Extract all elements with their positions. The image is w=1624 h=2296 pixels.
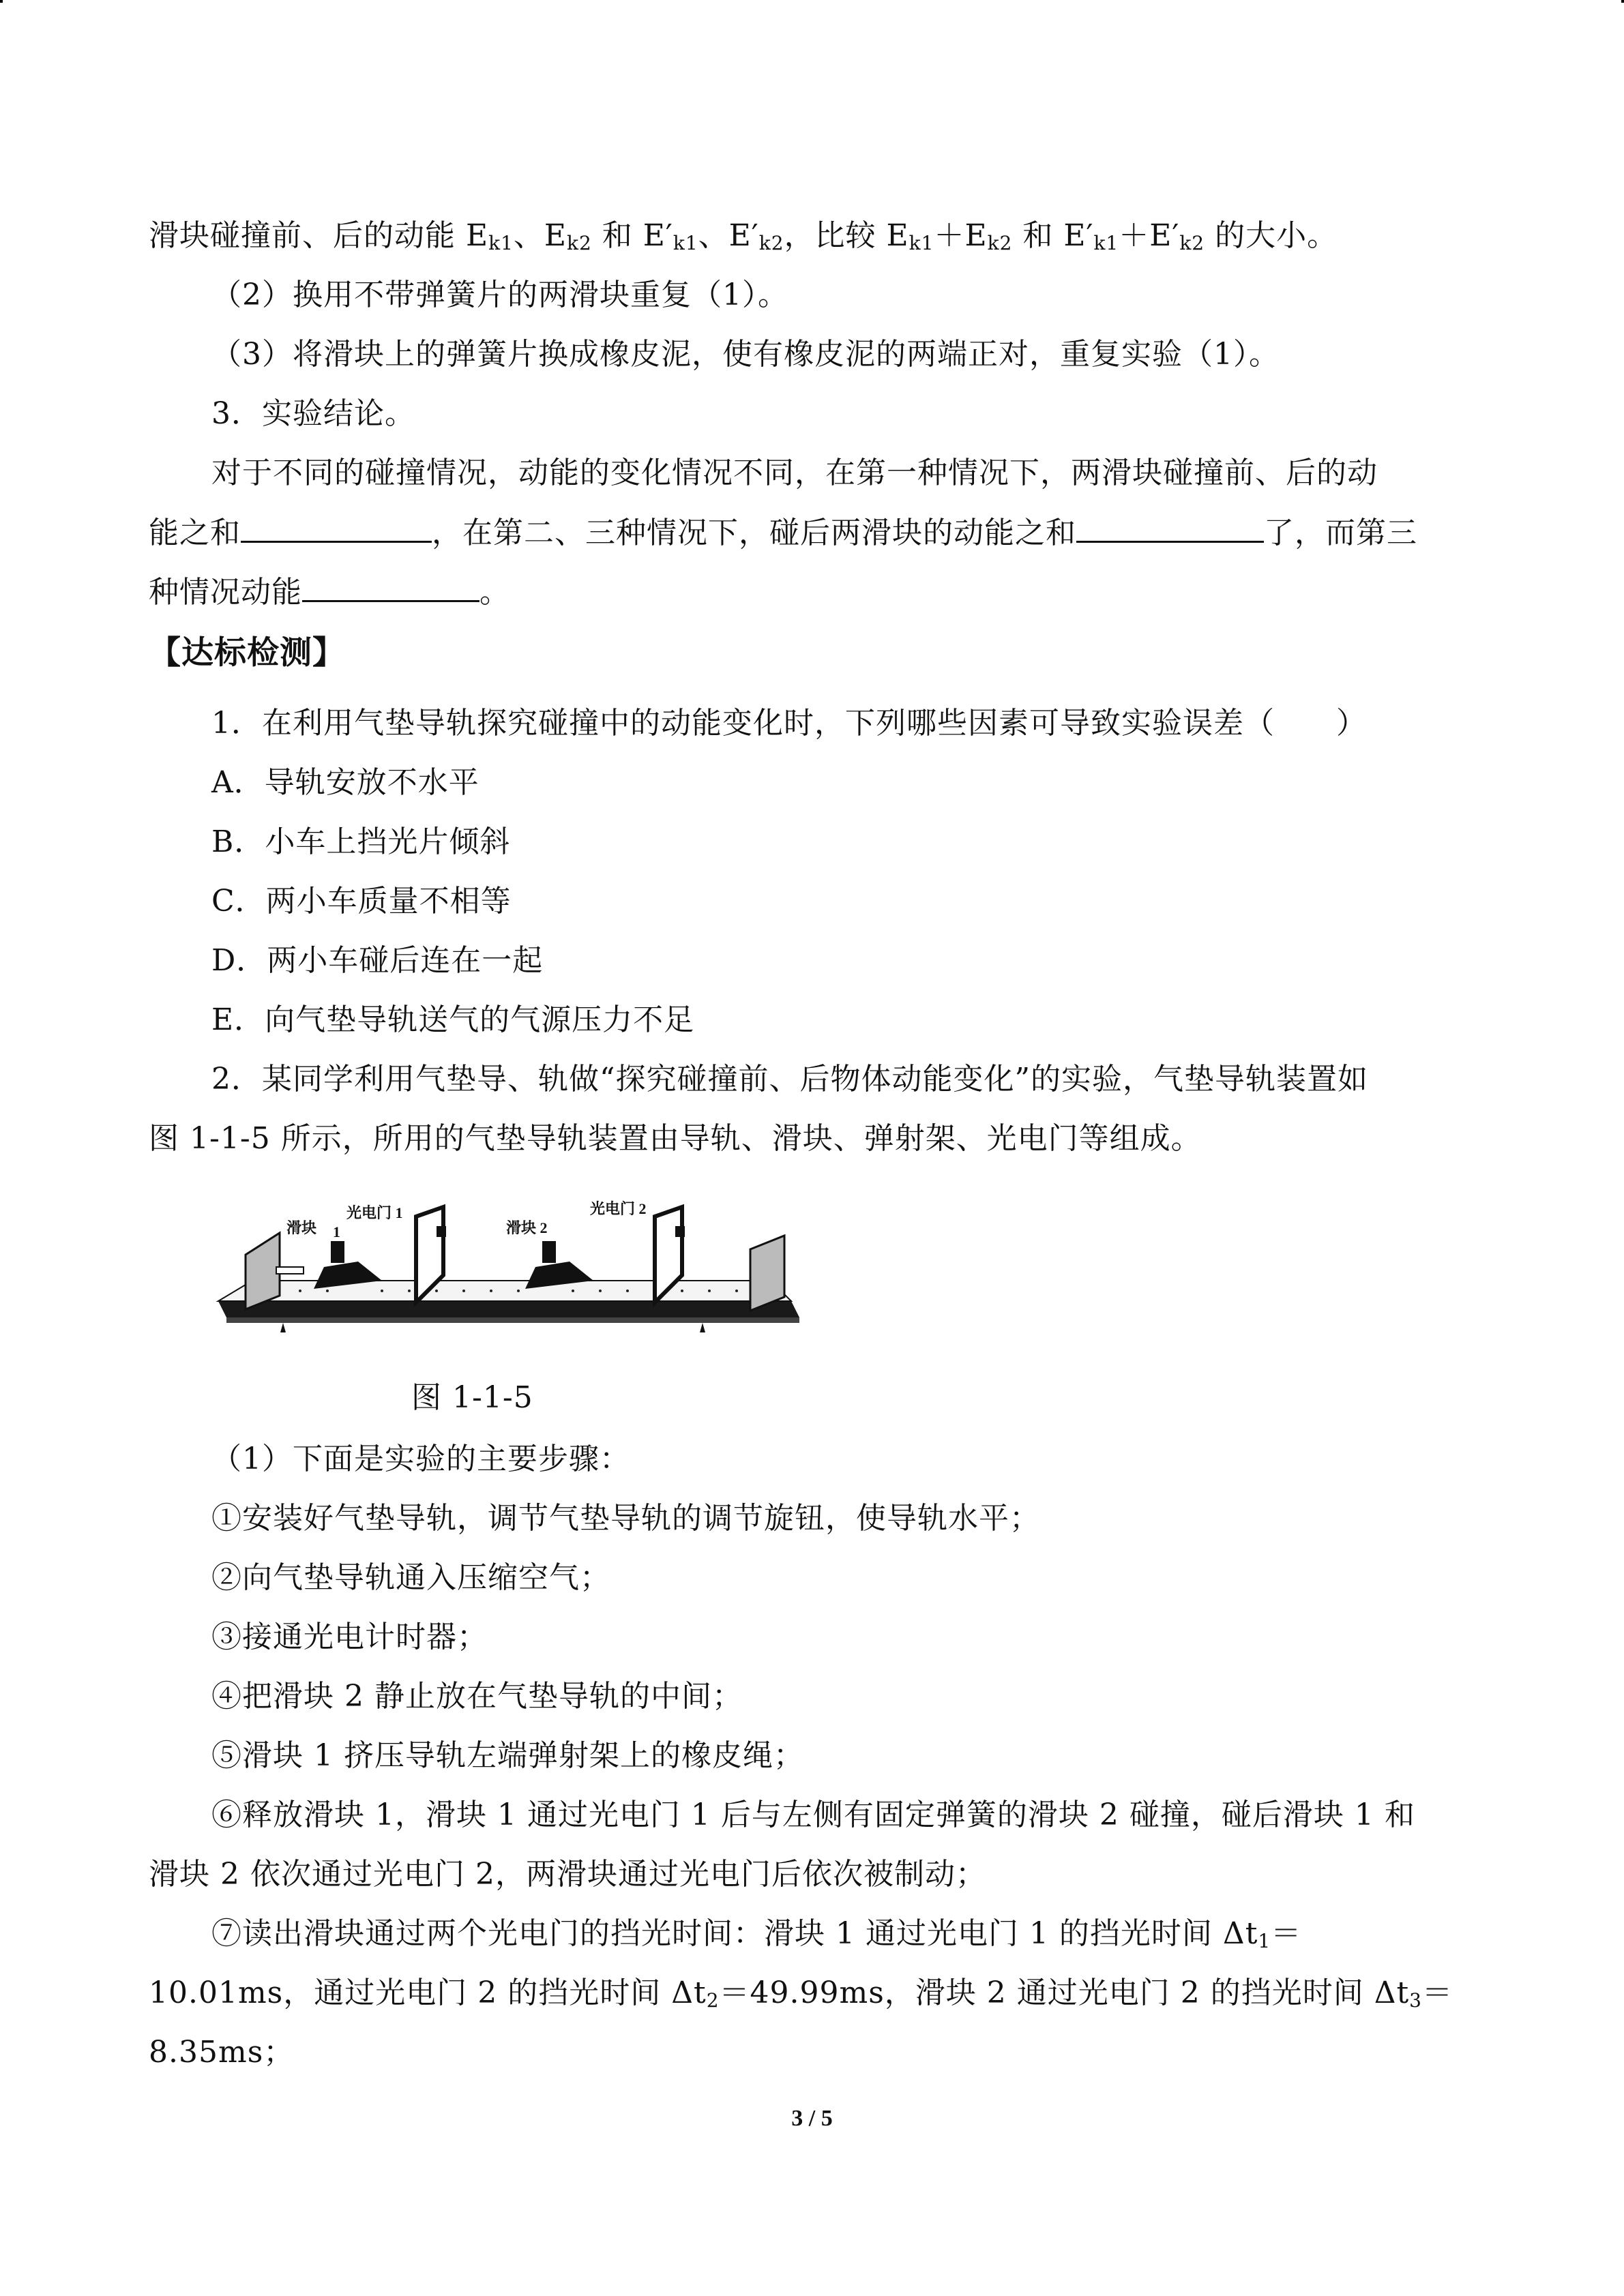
corner-mark-right	[1621, 0, 1624, 3]
label-slider-1a: 滑块	[286, 1219, 317, 1236]
page-number: 3 / 5	[791, 2106, 833, 2131]
text-line-2: （2）换用不带弹簧片的两滑块重复（1）。	[211, 278, 788, 312]
question-1: 1．在利用气垫导轨探究碰撞中的动能变化时，下列哪些因素可导致实验误差（ ）	[211, 706, 1367, 741]
left-foot	[280, 1323, 286, 1332]
figure-caption: 图 1-1-5	[411, 1380, 533, 1415]
step-5: ⑤滑块 1 挤压导轨左端弹射架上的橡皮绳；	[211, 1738, 804, 1773]
left-launcher	[246, 1233, 280, 1309]
text-line-3: （3）将滑块上的弹簧片换成橡皮泥，使有橡皮泥的两端正对，重复实验（1）。	[211, 337, 1280, 372]
rail-bottom	[226, 1317, 799, 1323]
step-intro: （1）下面是实验的主要步骤：	[211, 1442, 630, 1476]
section-heading: 【达标检测】	[149, 634, 345, 672]
rail-top	[218, 1281, 791, 1301]
label-slider-2: 滑块 2	[506, 1219, 548, 1236]
step-7-line-1: ⑦读出滑块通过两个光电门的挡光时间：滑块 1 通过光电门 1 的挡光时间 $\Delta t_1=$	[211, 1916, 1302, 1952]
option-a: A．导轨安放不水平	[211, 765, 479, 800]
step-6-line-1: ⑥释放滑块 1，滑块 1 通过光电门 1 后与左侧有固定弹簧的滑块 2 碰撞，碰后滑块 1 和	[211, 1798, 1415, 1832]
step-6-line-2: 滑块 2 依次通过光电门 2，两滑块通过光电门后依次被制动；	[149, 1857, 986, 1892]
answer-blank-3[interactable]	[302, 573, 479, 602]
text-line-7: 种情况动能 。	[149, 573, 510, 612]
option-b: B．小车上挡光片倾斜	[211, 824, 511, 859]
option-c: C．两小车质量不相等	[211, 884, 512, 919]
corner-mark-left	[0, 0, 3, 3]
air-track-figure	[211, 1200, 805, 1337]
question-2-line-1: 2．某同学利用气垫导、轨做“探究碰撞前、后物体动能变化”的实验，气垫导轨装置如	[211, 1062, 1368, 1097]
label-gate-2: 光电门 2	[590, 1200, 647, 1217]
answer-blank-1[interactable]	[241, 513, 432, 543]
option-e: E．向气垫导轨送气的气源压力不足	[211, 1002, 695, 1037]
question-2-line-2: 图 1-1-5 所示，所用的气垫导轨装置由导轨、滑块、弹射架、光电门等组成。	[149, 1121, 1202, 1156]
step-7-line-3: 8.35ms；	[149, 2035, 295, 2070]
section-conclusion: 3．实验结论。	[211, 396, 415, 431]
step-1: ①安装好气垫导轨，调节气垫导轨的调节旋钮，使导轨水平；	[211, 1501, 1040, 1536]
step-2: ②向气垫导轨通入压缩空气；	[211, 1560, 610, 1595]
label-slider-1b: 1	[333, 1223, 340, 1240]
step-3: ③接通光电计时器；	[211, 1620, 488, 1654]
text-line-6: 能之和 ，在第二、三种情况下，碰后两滑块的动能之和 了，而第三	[149, 513, 1417, 552]
text-line-5: 对于不同的碰撞情况，动能的变化情况不同，在第一种情况下，两滑块碰撞前、后的动	[211, 456, 1378, 490]
option-d: D．两小车碰后连在一起	[211, 943, 544, 978]
label-gate-1: 光电门 1	[346, 1204, 403, 1221]
step-7-line-2: 10.01ms，通过光电门 2 的挡光时间 $\Delta t_2=49.99ms$，滑块 2 通过光电门 2 的挡光时间 $\Delta t_3=$	[149, 1976, 1453, 2012]
step-4: ④把滑块 2 静止放在气垫导轨的中间；	[211, 1679, 743, 1714]
text-line-1: 滑块碰撞前、后的动能 $E_{k1}$、$E_{k2}$ 和 $E'_{k1}$、$E'_{k2}$，比较 $E_{k1}+E_{k2}$ 和 $E'_{k1}+E'_{k2}$ 的大小。	[149, 218, 1338, 254]
rail-base	[218, 1301, 799, 1317]
right-foot	[700, 1323, 705, 1332]
right-end-stop	[750, 1236, 784, 1311]
answer-blank-2[interactable]	[1076, 513, 1264, 543]
